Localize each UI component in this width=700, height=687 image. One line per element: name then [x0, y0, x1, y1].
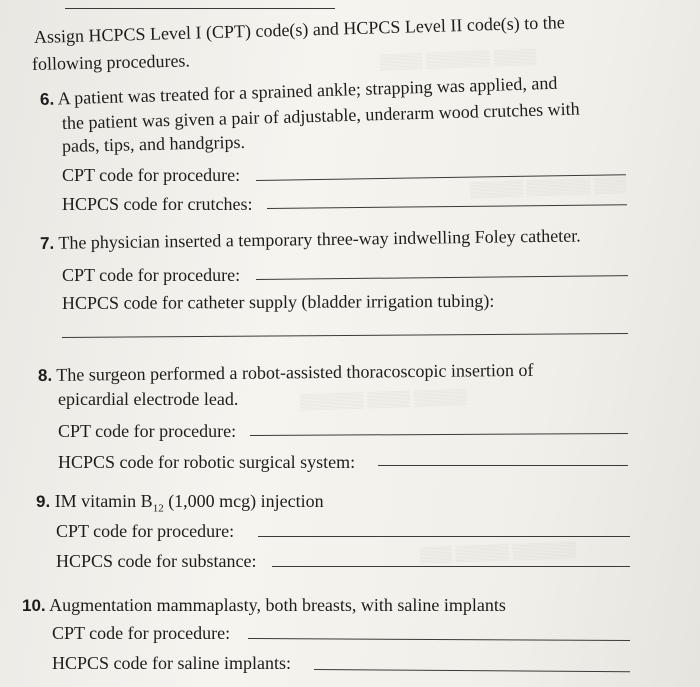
- q9-cpt-answer-line[interactable]: [258, 536, 630, 537]
- q6-cpt-label: CPT code for procedure:: [62, 165, 241, 185]
- top-divider: [65, 8, 335, 9]
- instructions-line-1: Assign HCPCS Level I (CPT) code(s) and HCPCS Level II code(s) to the: [33, 12, 566, 47]
- question-text: Augmentation mammaplasty, both breasts, with saline implants: [49, 595, 506, 615]
- question-text-before: IM vitamin B: [54, 491, 153, 511]
- instructions-line-2: following procedures.: [31, 50, 191, 74]
- q9-cpt-label: CPT code for procedure:: [56, 521, 235, 541]
- q8-cpt-label: CPT code for procedure:: [58, 421, 237, 441]
- q8-cpt-answer-line[interactable]: [250, 433, 628, 436]
- q10-hcpcs-label: HCPCS code for saline implants:: [52, 653, 291, 673]
- question-number: 7.: [39, 233, 55, 253]
- question-number: 10.: [22, 596, 46, 615]
- question-text: A patient was treated for a sprained ankle; strapping was applied, and: [57, 72, 558, 109]
- q7-cpt-answer-line[interactable]: [256, 275, 628, 280]
- question-text: The physician inserted a temporary three-way indwelling Foley catheter.: [58, 225, 581, 253]
- question-number: 6.: [39, 89, 55, 109]
- question-number: 8.: [37, 365, 53, 385]
- worksheet-page: ▒▒▒▒ ▒▒▒▒▒▒ ▒▒▒▒ ▒▒▒▒▒ ▒▒▒▒▒▒ ▒▒▒ ▒▒▒▒▒▒ ▒▒▒▒ ▒▒▒▒▒ ▒▒▒ ▒▒▒▒▒ ▒▒▒▒▒▒ Assign HCPCS Level I (CPT) code(s) and HCPCS Level II code(s) to the following procedures. 6. A patient was treated for a sprained ankle; strapping was applied, and the patient was given a pair of adjustable, underarm wood crutches with pads, tips, and handgrips. CPT code for procedure: HCPCS code for crutches: 7. The physician inserted a temporary three-way indwelling Foley catheter. CPT code for procedure: HCPCS code for catheter supply (bladder irrigation tubing): 8. The surgeon performed a robot-assisted thoracoscopic insertion of epicardial electrode lead. CPT code for procedure: HCPCS code for robotic surgical system: 9. IM vitamin $B_{12}$ (1,000 mcg) injection CPT code for procedure: HCPCS code for substance: 10. Augmentation mammaplasty, both breasts, with saline implants CPT code for procedure: HCPCS code for saline implants:: [0, 0, 700, 687]
- q7-hcpcs-label: HCPCS code for catheter supply (bladder irrigation tubing):: [61, 290, 495, 313]
- question-text-subscript: 12: [152, 502, 164, 515]
- q6-hcpcs-label: HCPCS code for crutches:: [62, 194, 253, 214]
- question-9-line-1: [36, 490, 324, 513]
- question-text-after: (1,000 mcg) injection: [163, 491, 324, 511]
- question-number: 9.: [36, 492, 51, 511]
- question-8-line-1: [38, 359, 534, 387]
- q10-cpt-label: CPT code for procedure:: [52, 623, 231, 643]
- q6-hcpcs-answer-line[interactable]: [267, 204, 627, 209]
- q8-hcpcs-answer-line[interactable]: [378, 465, 628, 466]
- q9-hcpcs-label: HCPCS code for substance:: [56, 551, 257, 571]
- q7-hcpcs-answer-line[interactable]: [62, 333, 628, 338]
- q10-cpt-answer-line[interactable]: [248, 638, 630, 641]
- q9-hcpcs-answer-line[interactable]: [272, 566, 630, 567]
- question-text: The surgeon performed a robot-assisted thoracoscopic insertion of: [56, 359, 534, 385]
- q10-hcpcs-answer-line[interactable]: [314, 669, 630, 672]
- question-6-line-3: pads, tips, and handgrips.: [61, 131, 246, 156]
- question-10-line-1: [22, 594, 506, 617]
- question-8-line-2: epicardial electrode lead.: [58, 389, 239, 409]
- q7-cpt-label: CPT code for procedure:: [62, 265, 241, 285]
- question-7-line-1: [40, 224, 581, 255]
- question-6-line-2: the patient was given a pair of adjustable, underarm wood crutches with: [61, 98, 580, 133]
- q8-hcpcs-label: HCPCS code for robotic surgical system:: [58, 452, 356, 472]
